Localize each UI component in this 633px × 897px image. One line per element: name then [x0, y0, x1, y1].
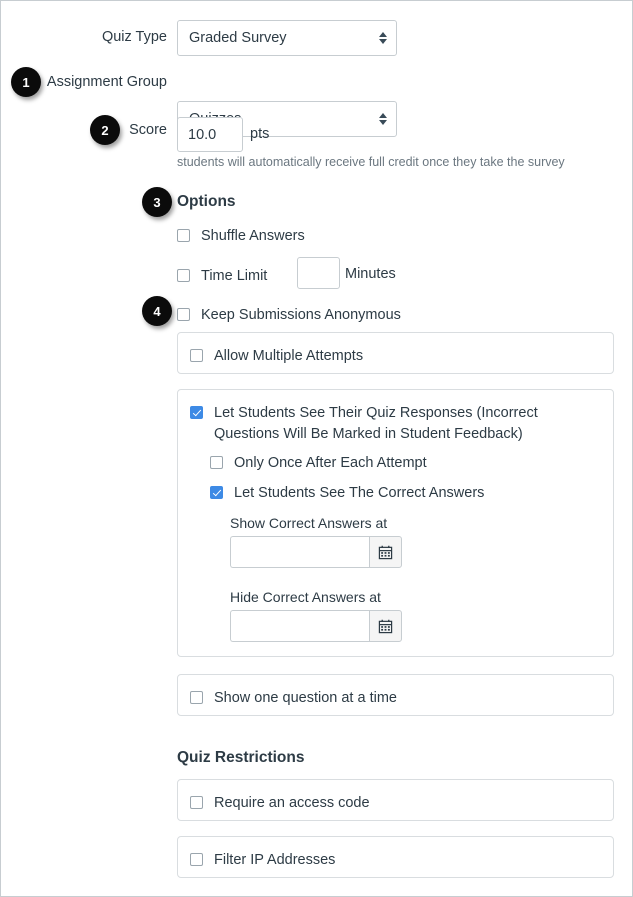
filter-ip-addresses-panel — [177, 836, 614, 878]
calendar-icon — [378, 619, 393, 634]
shuffle-answers-checkbox[interactable] — [177, 229, 190, 242]
let-students-see-correct-answers-label: Let Students See The Correct Answers — [234, 485, 485, 501]
score-hint-text: students will automatically receive full credit once they take the survey — [177, 155, 565, 169]
show-one-question-panel — [177, 674, 614, 716]
time-limit-row[interactable] — [177, 266, 267, 287]
allow-multiple-attempts-label: Allow Multiple Attempts — [214, 348, 364, 364]
let-students-see-correct-answers-row[interactable] — [210, 483, 484, 504]
quiz-type-label: Quiz Type — [101, 29, 167, 45]
let-students-see-responses-checkbox[interactable] — [190, 406, 203, 419]
callout-badge-1: 1 — [11, 67, 41, 97]
only-once-after-each-attempt-checkbox[interactable] — [210, 456, 223, 469]
time-limit-checkbox[interactable] — [177, 269, 190, 282]
score-unit-label: pts — [250, 126, 270, 142]
allow-multiple-attempts-row[interactable] — [190, 346, 363, 367]
quiz-type-value: Graded Survey — [189, 30, 287, 46]
show-correct-answers-at-label: Show Correct Answers at — [230, 515, 388, 531]
time-limit-minutes-input[interactable] — [297, 257, 340, 289]
let-students-see-responses-label: Let Students See Their Quiz Responses (Incorrect Questions Will Be Marked in Student Feedback) — [214, 405, 538, 443]
require-access-code-panel — [177, 779, 614, 821]
filter-ip-addresses-label: Filter IP Addresses — [214, 852, 336, 868]
require-access-code-checkbox[interactable] — [190, 796, 203, 809]
calendar-icon — [378, 545, 393, 560]
score-label: Score — [129, 122, 167, 138]
score-value: 10.0 — [188, 126, 217, 143]
callout-badge-3: 3 — [142, 187, 172, 217]
callout-badge-2: 2 — [90, 115, 120, 145]
allow-multiple-attempts-checkbox[interactable] — [190, 349, 203, 362]
allow-multiple-attempts-panel — [177, 332, 614, 374]
select-spinner-icon — [379, 32, 387, 44]
select-spinner-icon — [379, 113, 387, 125]
show-correct-answers-at-field[interactable] — [230, 536, 402, 568]
keep-submissions-anonymous-row[interactable] — [177, 305, 401, 326]
only-once-after-each-attempt-label: Only Once After Each Attempt — [234, 455, 427, 471]
time-limit-unit-label: Minutes — [345, 266, 396, 282]
filter-ip-addresses-row[interactable] — [190, 850, 335, 871]
shuffle-answers-row[interactable] — [177, 226, 305, 247]
keep-submissions-anonymous-checkbox[interactable] — [177, 308, 190, 321]
options-heading: Options — [177, 193, 236, 210]
quiz-type-select[interactable] — [177, 20, 397, 56]
hide-correct-answers-at-input[interactable] — [230, 610, 369, 642]
score-input[interactable] — [177, 117, 243, 152]
callout-badge-4: 4 — [142, 296, 172, 326]
show-correct-answers-at-input[interactable] — [230, 536, 369, 568]
shuffle-answers-label: Shuffle Answers — [201, 228, 305, 244]
show-one-question-row[interactable] — [190, 688, 397, 709]
quiz-responses-panel — [177, 389, 614, 657]
filter-ip-addresses-checkbox[interactable] — [190, 853, 203, 866]
assignment-group-label: Assignment Group — [46, 74, 167, 90]
show-one-question-checkbox[interactable] — [190, 691, 203, 704]
hide-correct-answers-at-label: Hide Correct Answers at — [230, 589, 381, 605]
let-students-see-correct-answers-checkbox[interactable] — [210, 486, 223, 499]
only-once-after-each-attempt-row[interactable] — [210, 453, 427, 474]
keep-submissions-anonymous-label: Keep Submissions Anonymous — [201, 307, 401, 323]
let-students-see-responses-row[interactable] — [190, 403, 600, 445]
hide-correct-answers-at-field[interactable] — [230, 610, 402, 642]
require-access-code-label: Require an access code — [214, 795, 370, 811]
quiz-restrictions-heading: Quiz Restrictions — [177, 749, 305, 766]
require-access-code-row[interactable] — [190, 793, 370, 814]
show-one-question-label: Show one question at a time — [214, 690, 397, 706]
time-limit-label: Time Limit — [201, 268, 268, 284]
show-correct-answers-at-calendar-button[interactable] — [369, 536, 402, 568]
hide-correct-answers-at-calendar-button[interactable] — [369, 610, 402, 642]
